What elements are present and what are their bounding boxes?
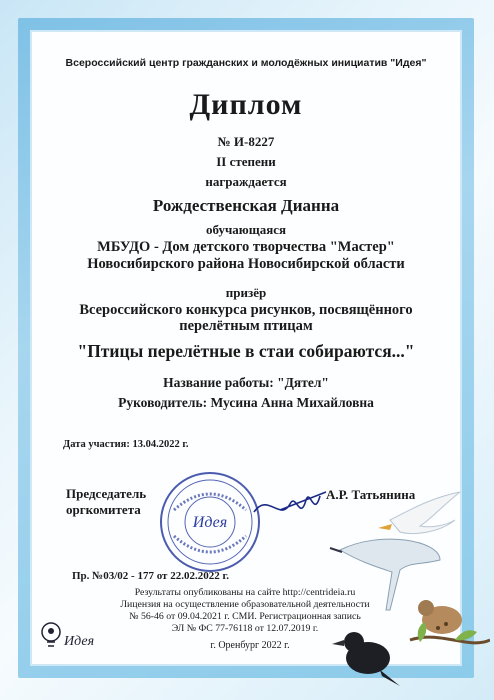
logo-text: Идея [64, 634, 95, 649]
birds-illustration [320, 490, 490, 690]
stamp-center-text: Идея [192, 514, 228, 531]
contest-theme: "Птицы перелётные в стаи собираются..." [77, 341, 415, 361]
organization-name: Всероссийский центр гражданских и молодёжных инициатив "Идея" [65, 57, 427, 69]
idea-logo-icon [38, 620, 64, 650]
studying-label: обучающаяся [205, 222, 287, 237]
contest-line-2: перелётным птицам [179, 318, 313, 334]
awarded-label: награждается [205, 174, 287, 189]
diploma-title: Диплом [189, 88, 303, 121]
stamp [158, 470, 262, 574]
publication-line-1: Результаты опубликованы на сайте http://centrideia.ru [134, 587, 356, 598]
degree: II степени [216, 154, 276, 169]
publication-line-4: ЭЛ № ФС 77-76118 от 12.07.2019 г. [171, 623, 319, 634]
work-title: Название работы: "Дятел" [163, 375, 329, 390]
publication-line-2: Лицензия на осуществление образовательной деятельности [120, 599, 370, 610]
recipient-name: Рождественская Дианна [152, 196, 340, 215]
publication-line-3: № 56-46 от 09.04.2021 г. СМИ. Регистрационная запись [129, 611, 361, 622]
participation-date: Дата участия: 13.04.2022 г. [63, 439, 189, 450]
chair-label-line-1: Председатель [66, 486, 147, 501]
contest-line-1: Всероссийского конкурса рисунков, посвящённого [79, 302, 413, 318]
diploma-number: № И-8227 [217, 134, 275, 149]
institution-line-2: Новосибирского района Новосибирской области [87, 256, 405, 272]
award-status: призёр [225, 285, 267, 300]
signatory-name: А.Р. Татьянина [326, 487, 416, 502]
institution-line-1: МБУДО - Дом детского творчества "Мастер" [97, 239, 395, 255]
chair-label-line-2: оргкомитета [66, 502, 141, 517]
city-year: г. Оренбург 2022 г. [210, 640, 290, 651]
order-number: Пр. №03/02 - 177 от 22.02.2022 г. [72, 570, 229, 582]
signature [250, 482, 330, 532]
supervisor: Руководитель: Мусина Анна Михайловна [118, 395, 374, 410]
